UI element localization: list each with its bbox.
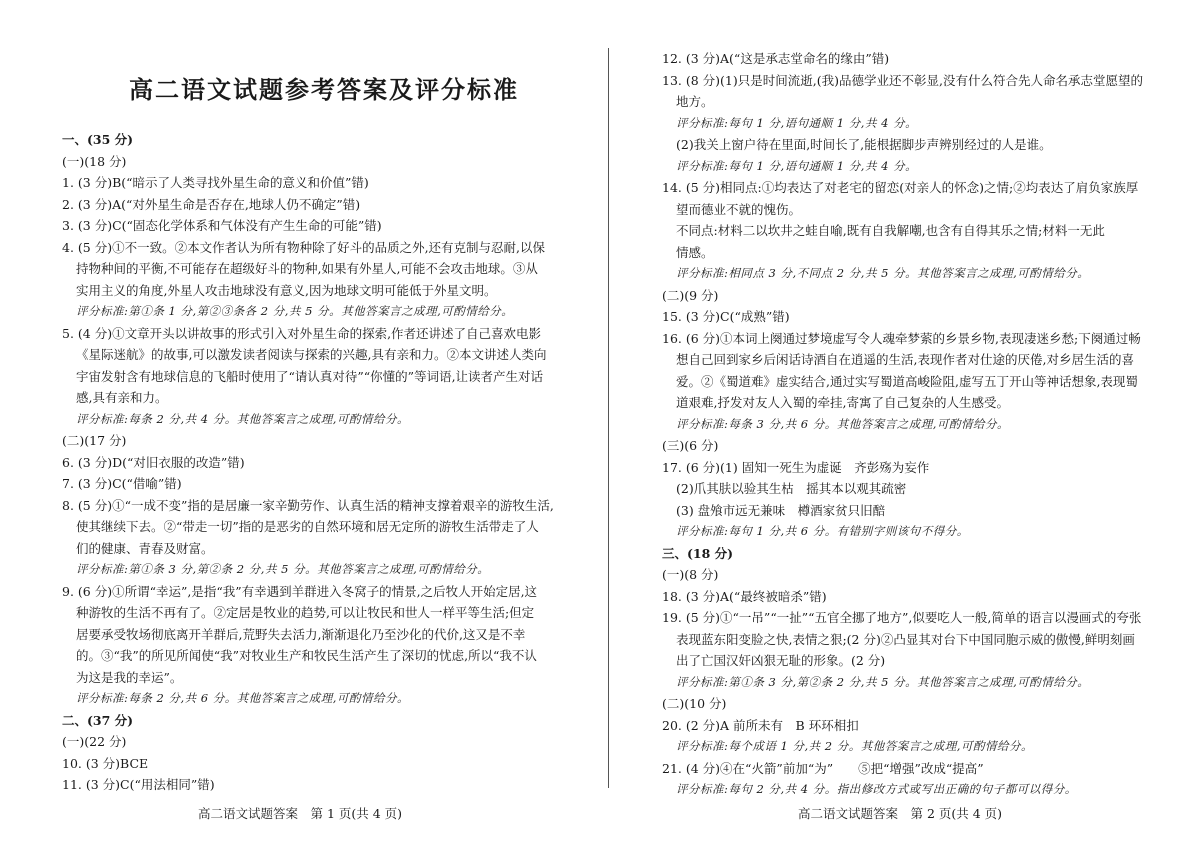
section-heading: 一、(35 分) [62,132,134,147]
answer-line: 11. (3 分)C(“用法相同”错) [62,777,215,792]
answer-line: 14. (5 分)相同点:①均表达了对老宅的留恋(对亲人的怀念)之情;②均表达了肩负家族厚 [662,180,1139,195]
scoring-standard-line: 评分标准:每条 2 分,共 4 分。其他答案言之成理,可酌情给分。 [76,411,409,426]
answer-line: 宇宙发射含有地球信息的飞船时使用了“请认真对待”“你懂的”等词语,让读者产生对话 [76,368,544,384]
answer-line: 21. (4 分)④在“火箭”前加“为” ⑤把“增强”改成“提高” [662,760,984,776]
scoring-standard-line: 评分标准:第①条 3 分,第②条 2 分,共 5 分。其他答案言之成理,可酌情给分。 [676,674,1090,689]
answer-line: 19. (5 分)①“一吊”“一扯”“五官全挪了地方”,似要吃人一般,简单的语言以漫画式的夸张 [662,610,1142,625]
answer-line: 道艰难,抒发对友人入蜀的牵挂,寄寓了自己复杂的人生感受。 [676,395,1009,410]
page-title: 高二语文试题参考答案及评分标准 [129,75,519,104]
right-page [600,0,1200,850]
answer-line: (三)(6 分) [662,438,719,453]
answer-line: 持物种间的平衡,不可能存在超级好斗的物种,如果有外星人,可能不会攻击地球。③从 [76,261,538,276]
answer-line: 9. (6 分)①所谓“幸运”,是指“我”有幸遇到羊群进入冬窝子的情景,之后牧人开始定居,这 [62,583,538,599]
answer-line: 感,具有亲和力。 [76,390,168,405]
answer-line: 为这是我的幸运”。 [76,669,183,685]
answer-line: 18. (3 分)A(“最终被暗杀”错) [662,588,827,604]
answer-line: 种游牧的生活不再有了。②定居是牧业的趋势,可以让牧民和世人一样平等生活;但定 [76,605,535,620]
answer-line: 爱。②《蜀道难》虚实结合,通过实写蜀道高峻险阻,虚写五丁开山等神话想象,表现蜀 [676,373,1138,389]
answer-line: 6. (3 分)D(“对旧衣服的改造”错) [62,454,245,470]
footer-page-2: 高二语文试题答案 第 2 页(共 4 页) [797,806,1003,821]
scoring-standard-line: 评分标准:每条 3 分,共 6 分。其他答案言之成理,可酌情给分。 [676,416,1009,431]
answer-line: (一)(8 分) [662,567,719,582]
answer-line: 13. (8 分)(1)只是时间流逝,(我)品德学业还不彰显,没有什么符合先人命名承志堂愿望的 [662,72,1143,88]
answer-line: 望而德业不就的愧伤。 [676,201,802,217]
answer-line: 表现蓝东阳变脸之快,表情之狠;(2 分)②凸显其对台下中国同胞示威的傲慢,鲜明刻画 [676,631,1135,647]
answer-line: 想自己回到家乡后闲话诗酒自在逍遥的生活,表现作者对仕途的厌倦,对乡居生活的喜 [676,352,1134,367]
scoring-standard-line: 评分标准:每个成语 1 分,共 2 分。其他答案言之成理,可酌情给分。 [676,739,1033,753]
answer-line: 1. (3 分)B(“暗示了人类寻找外星生命的意义和价值”错) [62,175,369,190]
answer-line: (一)(18 分) [62,153,127,169]
answer-line: 5. (4 分)①文章开头以讲故事的形式引入对外星生命的探索,作者还讲述了自己喜欢电影 [62,325,542,341]
scoring-standard-line: 评分标准:第①条 3 分,第②条 2 分,共 5 分。其他答案言之成理,可酌情给分。 [76,562,490,576]
scoring-standard-line: 评分标准:相同点 3 分,不同点 2 分,共 5 分。其他答案言之成理,可酌情给分。 [676,266,1090,280]
right-answer-list [662,48,1174,801]
answer-line: 使其继续下去。②“带走一切”指的是恶劣的自然环境和居无定所的游牧生活带走了人 [76,519,539,534]
section-heading: 三、(18 分) [662,545,734,561]
answer-line: 20. (2 分)A 前所未有 B 环环相扣 [662,717,859,733]
answer-line: 的。③“我”的所见所闻使“我”对牧业生产和牧民生活产生了深切的忧虑,所以“我不认 [76,648,537,663]
answer-line: 10. (3 分)BCE [62,755,149,771]
answer-line: (2)我关上窗户待在里面,时间长了,能根据脚步声辨别经过的人是谁。 [676,137,1052,152]
answer-line: 情感。 [676,244,714,260]
answer-line: 12. (3 分)A(“这是承志堂命名的缘由”错) [662,51,890,66]
footer-page-1: 高二语文试题答案 第 1 页(共 4 页) [197,806,403,821]
answer-line: 不同点:材料二以坎井之蛙自喻,既有自我解嘲,也含有自得其乐之情;材料一无此 [676,223,1105,238]
scoring-standard-line: 评分标准:第①条 1 分,第②③条各 2 分,共 5 分。其他答案言之成理,可酌情给分。 [76,304,514,318]
scoring-standard-line: 评分标准:每条 2 分,共 6 分。其他答案言之成理,可酌情给分。 [76,691,409,705]
answer-line: (二)(9 分) [662,287,719,303]
answer-line: (一)(22 分) [62,734,127,749]
answer-line: 地方。 [676,94,714,109]
answer-line: 7. (3 分)C(“借喻”错) [62,476,182,491]
scoring-standard-line: 评分标准:每句 1 分,语句通顺 1 分,共 4 分。 [676,115,918,130]
answer-line: 居要承受牧场彻底离开羊群后,荒野失去活力,渐渐退化乃至沙化的代价,这又是不幸 [76,626,526,642]
answer-line: 17. (6 分)(1) 固知一死生为虚诞 齐彭殇为妄作 [662,459,930,475]
section-heading: 二、(37 分) [62,712,134,728]
answer-line: 实用主义的角度,外星人攻击地球没有意义,因为地球文明可能低于外星文明。 [76,282,497,298]
left-answer-list [62,129,576,796]
answer-line: 《星际迷航》的故事,可以激发读者阅读与探索的兴趣,具有亲和力。②本文讲述人类向 [76,347,547,362]
answer-line: 2. (3 分)A(“对外星生命是否存在,地球人仍不确定”错) [62,196,361,212]
scoring-standard-line: 评分标准:每句 1 分,语句通顺 1 分,共 4 分。 [676,158,918,173]
answer-line: 15. (3 分)C(“成熟”错) [662,309,790,324]
answer-line: 们的健康、青春及财富。 [76,540,214,556]
answer-line: (二)(10 分) [662,696,727,711]
scoring-standard-line: 评分标准:每句 2 分,共 4 分。指出修改方式或写出正确的句子都可以得分。 [676,782,1077,796]
answer-line: 4. (5 分)①不一致。②本文作者认为所有物种除了好斗的品质之外,还有克制与忍耐,以保 [62,239,546,255]
scoring-standard-line: 评分标准:每句 1 分,共 6 分。有错别字则该句不得分。 [676,524,969,538]
answer-line: 16. (6 分)①本词上阕通过梦境虚写令人魂牵梦萦的乡景乡物,表现凄迷乡愁;下阕通过畅 [662,330,1141,346]
answer-line: (二)(17 分) [62,433,127,448]
answer-line: 3. (3 分)C(“固态化学体系和气体没有产生生命的可能”错) [62,218,382,233]
answer-line: (2)爪其肤以验其生枯 摇其本以观其疏密 [676,481,907,496]
answer-line: (3) 盘飧市远无兼味 樽酒家贫只旧醅 [676,502,886,518]
answer-line: 出了亡国汉奸凶狠无耻的形象。(2 分) [676,653,886,668]
answer-line: 8. (5 分)①“一成不变”指的是居廉一家辛勤劳作、认真生活的精神支撑着艰辛的游牧生活, [62,497,554,513]
